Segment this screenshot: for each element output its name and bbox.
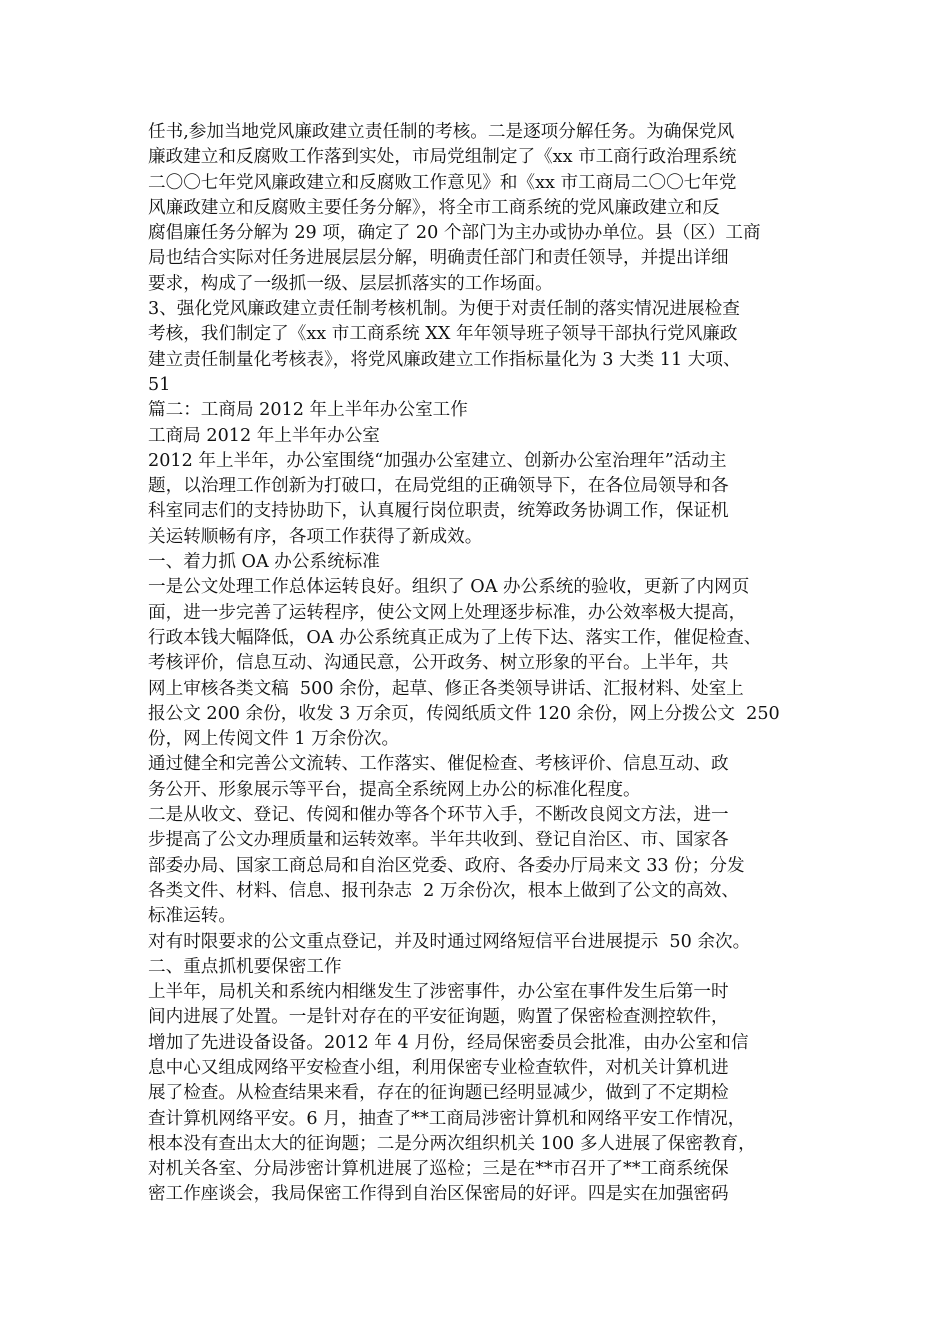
text-line: 对有时限要求的公文重点登记，并及时通过网络短信平台进展提示 50 余次。 <box>148 931 751 952</box>
text-line: 二是从收文、登记、传阅和催办等各个环节入手，不断改良阅文方法，进一 <box>148 805 729 826</box>
text-line: 建立责任制量化考核表》，将党风廉政建立工作指标量化为 3 大类 11 大项、 <box>148 349 741 370</box>
text-line: 通过健全和完善公文流转、工作落实、催促检查、考核评价、信息互动、政 <box>148 754 729 775</box>
text-line: 51 <box>148 374 171 395</box>
text-line: 风廉政建立和反腐败主要任务分解》，将全市工商系统的党风廉政建立和反 <box>148 197 720 218</box>
text-line: 二、重点抓机要保密工作 <box>148 956 342 977</box>
text-line: 一是公文处理工作总体运转良好。组织了 OA 办公系统的验收，更新了内网页 <box>148 577 750 598</box>
text-line: 息中心又组成网络平安检查小组，利用保密专业检查软件，对机关计算机进 <box>148 1057 729 1078</box>
text-line: 工商局 2012 年上半年办公室 <box>148 425 380 446</box>
text-line: 标准运转。 <box>148 906 236 927</box>
text-line: 密工作座谈会，我局保密工作得到自治区保密局的好评。四是实在加强密码 <box>148 1184 729 1205</box>
text-line: 报公文 200 余份，收发 3 万余页，传阅纸质文件 120 余份，网上分拨公文 250 <box>148 703 780 724</box>
text-line: 各类文件、材料、信息、报刊杂志 2 万余份次，根本上做到了公文的高效、 <box>148 880 739 901</box>
text-line: 2012 年上半年，办公室围绕“加强办公室建立、创新办公室治理年”活动主 <box>148 450 727 471</box>
text-line: 步提高了公文办理质量和运转效率。半年共收到、登记自治区、市、国家各 <box>148 830 729 851</box>
text-line: 部委办局、国家工商总局和自治区党委、政府、各委办厅局来文 33 份；分发 <box>148 855 745 876</box>
text-line: 一、着力抓 OA 办公系统标准 <box>148 552 380 573</box>
text-line: 间内进展了处置。一是针对存在的平安征询题，购置了保密检查测控软件， <box>148 1007 729 1028</box>
text-line: 增加了先进设备设备。2012 年 4 月份，经局保密委员会批准，由办公室和信 <box>148 1032 749 1053</box>
text-line: 篇二：工商局 2012 年上半年办公室工作 <box>148 400 468 421</box>
text-line: 考核，我们制定了《xx 市工商系统 XX 年年领导班子领导干部执行党风廉政 <box>148 324 738 345</box>
text-line: 科室同志们的支持协助下，认真履行岗位职责，统筹政务协调工作，保证机 <box>148 501 729 522</box>
text-line: 考核评价，信息互动、沟通民意，公开政务、树立形象的平台。上半年，共 <box>148 653 729 674</box>
text-line: 查计算机网络平安。6 月，抽查了**工商局涉密计算机和网络平安工作情况， <box>148 1108 746 1129</box>
text-line: 局也结合实际对任务进展层层分解，明确责任部门和责任领导，并提出详细 <box>148 248 729 269</box>
text-line: 腐倡廉任务分解为 29 项，确定了 20 个部门为主办或协办单位。县（区）工商 <box>148 223 761 244</box>
text-line: 关运转顺畅有序，各项工作获得了新成效。 <box>148 526 483 547</box>
text-line: 对机关各室、分局涉密计算机进展了巡检；三是在**市召开了**工商系统保 <box>148 1159 729 1180</box>
text-line: 行政本钱大幅降低，OA 办公系统真正成为了上传下达、落实工作，催促检查、 <box>148 627 762 648</box>
text-line: 务公开、形象展示等平台，提高全系统网上办公的标准化程度。 <box>148 779 641 800</box>
text-line: 3、强化党风廉政建立责任制考核机制。为便于对责任制的落实情况进展检查 <box>148 299 740 320</box>
text-line: 面，进一步完善了运转程序，使公文网上处理逐步标准，办公效率极大提高， <box>148 602 747 623</box>
text-line: 份，网上传阅文件 1 万余份次。 <box>148 729 400 750</box>
text-line: 要求，构成了一级抓一级、层层抓落实的工作场面。 <box>148 273 553 294</box>
text-line: 题，以治理工作创新为打破口，在局党组的正确领导下，在各位局领导和各 <box>148 476 729 497</box>
text-line: 根本没有查出太大的征询题；二是分两次组织机关 100 多人进展了保密教育， <box>148 1133 756 1154</box>
text-line: 廉政建立和反腐败工作落到实处，市局党组制定了《xx 市工商行政治理系统 <box>148 147 737 168</box>
document-body <box>148 120 808 1208</box>
text-line: 网上审核各类文稿 500 余份，起草、修正各类领导讲话、汇报材料、处室上 <box>148 678 744 699</box>
text-line: 展了检查。从检查结果来看，存在的征询题已经明显减少，做到了不定期检 <box>148 1083 729 1104</box>
text-line: 上半年，局机关和系统内相继发生了涉密事件，办公室在事件发生后第一时 <box>148 982 729 1003</box>
text-line: 任书,参加当地党风廉政建立责任制的考核。二是逐项分解任务。为确保党风 <box>148 122 735 142</box>
text-line: 二〇〇七年党风廉政建立和反腐败工作意见》和《xx 市工商局二〇〇七年党 <box>148 172 737 193</box>
